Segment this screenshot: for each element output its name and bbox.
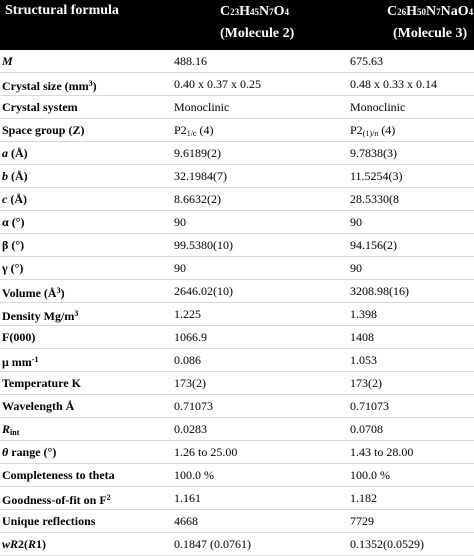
row-label: γ (°) [2, 261, 24, 275]
row-label: wR2(R1) [2, 537, 47, 551]
row-label: Temperature K [2, 376, 81, 390]
table-row [0, 349, 474, 372]
row-label: Completeness to theta [2, 468, 115, 482]
formula-molecule-3: C26H50N7NaO4 [387, 4, 474, 19]
value-molecule-2: 1066.9 [174, 330, 207, 344]
table-row [0, 50, 474, 73]
value-molecule-3: 90 [350, 215, 362, 229]
value-molecule-3: 1.43 to 28.00 [350, 445, 414, 459]
value-molecule-2: 8.6632(2) [174, 192, 221, 206]
value-molecule-3: 0.1352(0.0529) [350, 537, 424, 551]
table-row [0, 487, 474, 510]
value-molecule-3: 1408 [350, 330, 374, 344]
row-label: μ $mm^{-1}$ [2, 355, 39, 369]
row-label: β (°) [2, 238, 25, 252]
value-molecule-3: 0.71073 [350, 399, 389, 413]
row-label: Density $Mg/m^3$ [2, 309, 79, 323]
value-molecule-2: 0.40 x 0.37 x 0.25 [174, 77, 261, 91]
value-molecule-2: 4668 [174, 514, 198, 528]
table-row [0, 533, 474, 556]
header-molecule-2 [220, 3, 294, 42]
value-molecule-2: 173(2) [174, 376, 206, 390]
value-molecule-3: Monoclinic [350, 100, 406, 114]
row-label: c (Å) [2, 192, 27, 206]
row-label: Space group (Z) [2, 123, 85, 137]
molecule-3-label: (Molecule 3) [392, 26, 468, 41]
table-row [0, 211, 474, 234]
row-label: F(000) [2, 330, 36, 344]
value-molecule-2: 0.086 [174, 353, 201, 367]
value-molecule-2: 9.6189(2) [174, 146, 221, 160]
molecule-2-label: (Molecule 2) [220, 26, 295, 41]
table-row [0, 372, 474, 395]
value-molecule-3: 0.48 x 0.33 x 0.14 [350, 77, 437, 91]
value-molecule-2: 2646.02(10) [174, 284, 233, 298]
value-molecule-3: 94.156(2) [350, 238, 397, 252]
table-header [0, 0, 474, 50]
value-molecule-3: 1.053 [350, 353, 377, 367]
row-label: M [2, 54, 13, 68]
value-molecule-2: 99.5380(10) [174, 238, 233, 252]
row-label: a (Å) [2, 146, 28, 160]
row-label: Volume $(Å^3)$ [2, 286, 65, 300]
value-molecule-2: 100.0 % [174, 468, 214, 482]
row-label: b (Å) [2, 169, 28, 183]
table-row [0, 142, 474, 165]
row-label: Crystal size $(mm^3)$ [2, 79, 97, 93]
value-molecule-2: 0.71073 [174, 399, 213, 413]
table-row [0, 418, 474, 441]
value-molecule-2: 90 [174, 215, 186, 229]
table-row [0, 234, 474, 257]
value-molecule-3: 1.182 [350, 491, 377, 505]
table-row [0, 395, 474, 418]
value-molecule-2: 488.16 [174, 54, 207, 68]
table-row [0, 257, 474, 280]
row-label: Wavelength Å [2, 399, 75, 413]
value-molecule-2: 0.0283 [174, 422, 207, 436]
value-molecule-2: 32.1984(7) [174, 169, 227, 183]
table-row [0, 441, 474, 464]
table-row [0, 119, 474, 142]
value-molecule-2: P21/c (4) [174, 123, 214, 138]
value-molecule-3: 9.7838(3) [350, 146, 397, 160]
value-molecule-3: 675.63 [350, 54, 383, 68]
header-label: Structural formula [5, 3, 119, 18]
table-row [0, 96, 474, 119]
table-row [0, 165, 474, 188]
value-molecule-3: P2(1)/n (4) [350, 123, 396, 138]
value-molecule-3: 7729 [350, 514, 374, 528]
table-row [0, 326, 474, 349]
value-molecule-3: 90 [350, 261, 362, 275]
row-label: Rint [2, 422, 20, 437]
value-molecule-2: 90 [174, 261, 186, 275]
row-label: Crystal system [2, 100, 78, 114]
value-molecule-2: 1.225 [174, 307, 201, 321]
value-molecule-3: 173(2) [350, 376, 382, 390]
value-molecule-3: 28.5330(8 [350, 192, 399, 206]
value-molecule-3: 11.5254(3) [350, 169, 403, 183]
row-label: Unique reflections [2, 514, 96, 528]
formula-molecule-2: C23H45N7O4 [220, 4, 290, 19]
table-row [0, 510, 474, 533]
value-molecule-3: 100.0 % [350, 468, 390, 482]
value-molecule-2: Monoclinic [174, 100, 230, 114]
row-label: θ range (°) [2, 445, 57, 459]
row-label: α (°) [2, 215, 25, 229]
value-molecule-2: 1.161 [174, 491, 201, 505]
table-row [0, 464, 474, 487]
value-molecule-3: 3208.98(16) [350, 284, 409, 298]
value-molecule-2: 0.1847 (0.0761) [174, 537, 251, 551]
header-molecule-3 [387, 3, 473, 42]
table-row [0, 188, 474, 211]
table-row [0, 303, 474, 326]
table-row [0, 73, 474, 96]
row-label: Goodness-of-fit on $F^2$ [2, 493, 111, 507]
table-row [0, 280, 474, 303]
value-molecule-3: 0.0708 [350, 422, 383, 436]
value-molecule-2: 1.26 to 25.00 [174, 445, 238, 459]
value-molecule-3: 1.398 [350, 307, 377, 321]
